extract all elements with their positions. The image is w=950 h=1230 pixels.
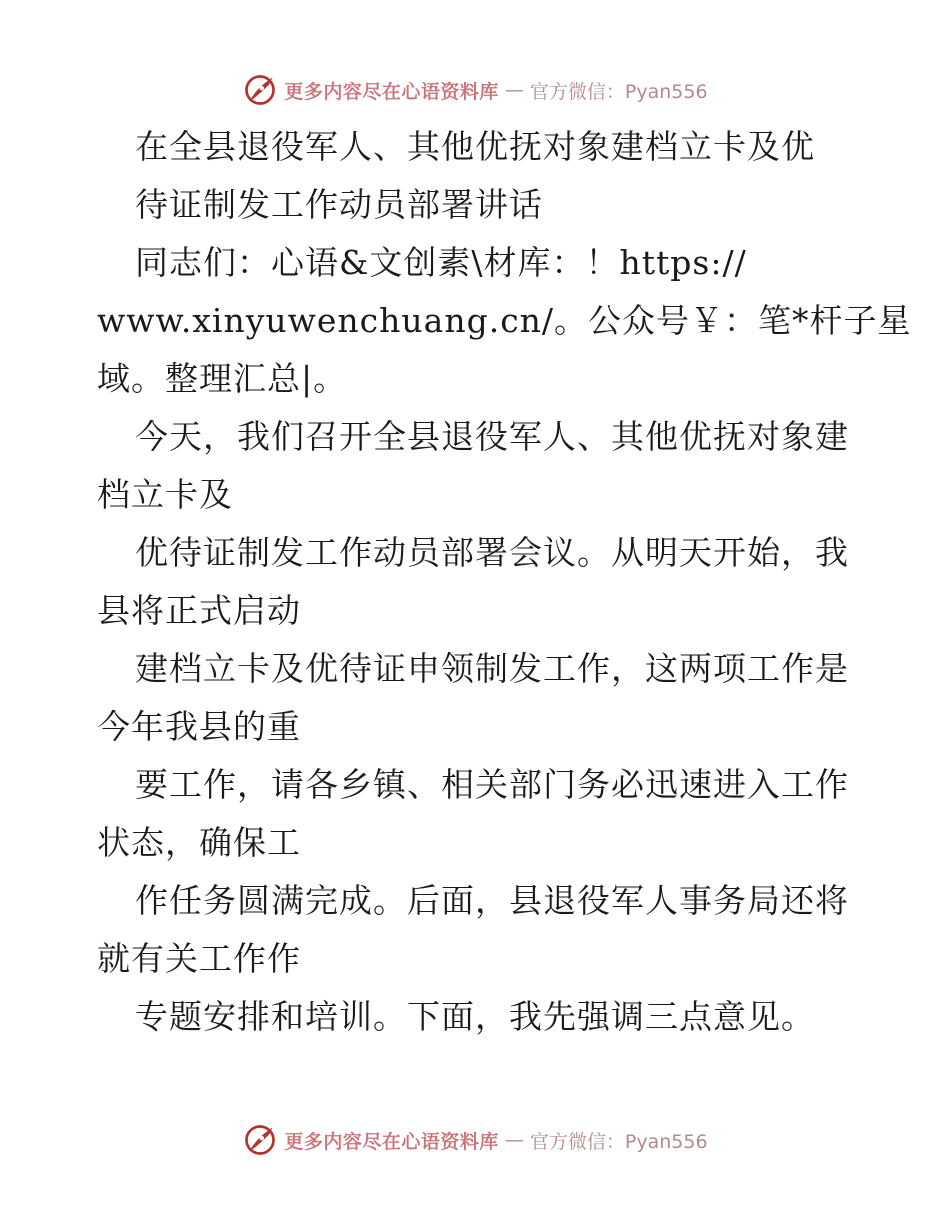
text-line: 档立卡及 bbox=[97, 475, 233, 514]
title-line: 待证制发工作动员部署讲话 bbox=[135, 185, 543, 224]
banner-text: 更多内容尽在心语资料库 bbox=[284, 80, 499, 103]
document-title bbox=[97, 118, 857, 234]
text-line: 作任务圆满完成。后面，县退役军人事务局还将 bbox=[135, 881, 849, 920]
banner-contact: 官方微信：Pyan556 bbox=[529, 1130, 708, 1153]
paragraph bbox=[97, 524, 857, 640]
banner-dash: — bbox=[504, 79, 524, 101]
text-line: 建档立卡及优待证申领制发工作，这两项工作是 bbox=[135, 649, 849, 688]
pen-nib-logo-icon bbox=[242, 1122, 278, 1158]
paragraph bbox=[97, 408, 857, 524]
text-line: 专题安排和培训。下面，我先强调三点意见。 bbox=[135, 997, 815, 1036]
text-line: 要工作，请各乡镇、相关部门务必迅速进入工作 bbox=[135, 765, 849, 804]
paragraph bbox=[97, 640, 857, 756]
text-line: 今年我县的重 bbox=[97, 707, 301, 746]
text-line: 状态，确保工 bbox=[97, 823, 301, 862]
document-body bbox=[97, 118, 912, 1046]
text-line: 同志们：心语&文创素\材库：！https:// bbox=[135, 243, 747, 282]
paragraph bbox=[97, 872, 857, 988]
banner-dash: — bbox=[504, 1129, 524, 1151]
header-banner bbox=[0, 70, 950, 110]
paragraph-greeting bbox=[97, 234, 912, 408]
text-line: 优待证制发工作动员部署会议。从明天开始，我 bbox=[135, 533, 849, 572]
text-line: 今天，我们召开全县退役军人、其他优抚对象建 bbox=[135, 417, 849, 456]
banner-text: 更多内容尽在心语资料库 bbox=[284, 1130, 499, 1153]
text-line: www.xinyuwenchuang.cn/。公众号￥：笔*杆子星 bbox=[97, 301, 912, 340]
footer-banner bbox=[0, 1120, 950, 1160]
paragraph bbox=[97, 756, 857, 872]
text-line: 县将正式启动 bbox=[97, 591, 301, 630]
title-line: 在全县退役军人、其他优抚对象建档立卡及优 bbox=[135, 127, 815, 166]
banner-contact: 官方微信：Pyan556 bbox=[529, 80, 708, 103]
text-line: 域。整理汇总|。 bbox=[97, 359, 348, 398]
paragraph bbox=[97, 988, 857, 1046]
text-line: 就有关工作作 bbox=[97, 939, 301, 978]
pen-nib-logo-icon bbox=[242, 72, 278, 108]
